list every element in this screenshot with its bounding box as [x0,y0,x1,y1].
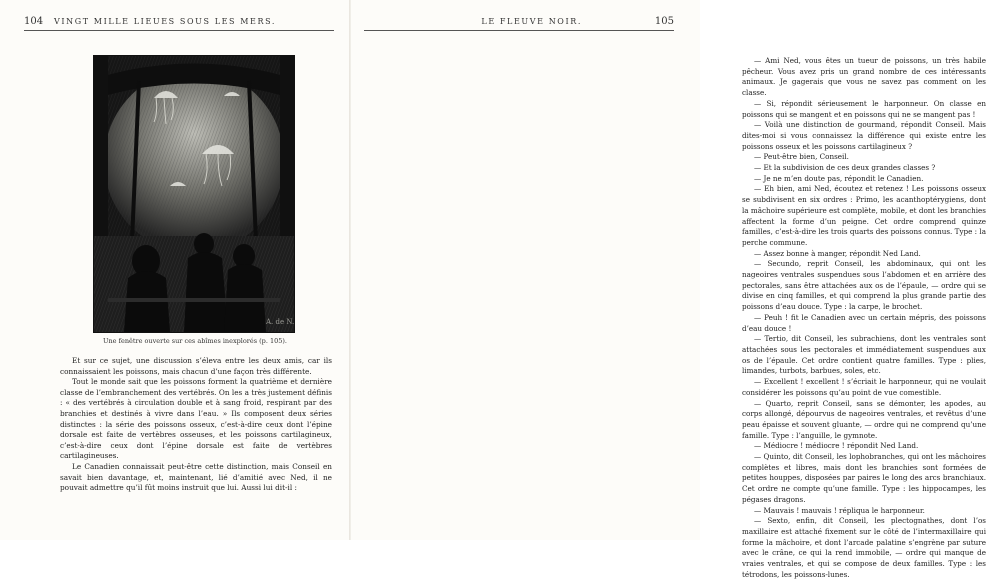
right-page [350,0,986,579]
paragraph: — Voilà une distinction de gourmand, répondit Conseil. Mais dites-moi si vous connaissez la différence qui existe entre les poissons osseux et les poissons cartilagineux ? [742,120,986,151]
left-page-number: 104 [24,16,44,27]
paragraph: — Je ne m’en doute pas, répondit le Canadien. [754,173,924,183]
paragraph: — Secundo, reprit Conseil, les abdominaux, qui ont les nageoires ventrales suspendues sous l’abdomen et en arrière des pectorales, sans être attachées aux os de l’épaule, — ordre qui se divise en cinq familles, et qui comprend la plus grande partie des poissons d’eau douce. Type : la carpe, le brochet. [742,259,986,312]
illustration-signature: A. de N. [266,318,295,326]
paragraph: — Peuh ! fit le Canadien avec un certain mépris, des poissons d’eau douce ! [742,312,986,333]
paragraph: — Assez bonne à manger, répondit Ned Land. [754,248,921,258]
paragraph: — Et la subdivision de ces deux grandes classes ? [754,163,936,173]
left-body-text [60,356,332,494]
right-running-head [364,14,674,31]
paragraph: Et sur ce sujet, une discussion s’éleva entre les deux amis, car ils connaissaient les poissons, mais chacun d’une façon très différente. [60,356,332,376]
paragraph: — Quarto, reprit Conseil, sans se démonter, les apodes, au corps allongé, dépourvus de nageoires ventrales, et revêtus d’une peau épaisse et souvent gluante, — ordre qui ne comprend qu’une famille. Type : l’anguille, le gymnote. [742,398,986,440]
paragraph: — Peut-être bien, Conseil. [754,152,849,162]
paragraph: — Eh bien, ami Ned, écoutez et retenez ! Les poissons osseux se subdivisent en six ordres : Primo, les acanthoptérygiens, dont la mâchoire supérieure est complète, mobile, et dont les branchies affectent la forme d’un peigne. Cet ordre comprend quinze familles, c’est-à-dire les trois quarts des poissons connus. Type : la perche commune. [742,184,986,247]
paragraph: — Sexto, enfin, dit Conseil, les plectognathes, dont l’os maxillaire est attaché fixement sur le côté de l’intermaxillaire qui forme la mâchoire, et dont l’arcade palatine s’engrène par suture avec le crâne, ce qui la rend immobile, — ordre qui manque de vraies ventrales, et qui se compose de deux familles. Type : les tétrodons, les poissons-lunes. [742,516,986,579]
engraving-image [94,56,294,332]
paragraph: Le Canadien connaissait peut-être cette distinction, mais Conseil en savait bien davantage, et, maintenant, lié d’amitié avec Ned, il ne pouvait admettre qu’il fût moins instruit que lui. Aussi lui dit-il : [60,461,332,493]
paragraph: — Ami Ned, vous êtes un tueur de poissons, un très habile pêcheur. Vous avez pris un grand nombre de ces intéressants animaux. Je gagerais que vous ne savez pas comment on les classe. [742,56,986,98]
left-running-head [24,14,334,31]
right-running-title: LE FLEUVE NOIR. [481,17,582,26]
paragraph: — Si, répondit sérieusement le harponneur. On classe en poissons qui se mangent et en poissons qui ne se mangent pas ! [742,98,986,119]
paragraph: Tout le monde sait que les poissons forment la quatrième et dernière classe de l’embranchement des vertébrés. On les a très justement définis : « des vertébrés à circulation double et à sang froid, respirant par des branchies et destinés à vivre dans l’eau. » Ils composent deux séries distinctes : la série des poissons osseux, c’est-à-dire ceux dont l’épine dorsale est faite de vertèbres osseuses, et les poissons cartilagineux, c’est-à-dire ceux dont l’épine dorsale est faite de vertèbres cartilagineuses. [60,377,332,461]
illustration-caption: Une fenêtre ouverte sur ces abîmes inexplorés (p. 105). [103,337,287,345]
left-page [0,0,350,540]
paragraph: — Excellent ! excellent ! s’écriait le harponneur, qui ne voulait considérer les poissons qu’au point de vue comestible. [742,377,986,397]
paragraph: — Tertio, dit Conseil, les subrachiens, dont les ventrales sont attachées sous les pectorales et immédiatement suspendues aux os de l’épaule. Cet ordre contient quatre familles. Type : plies, limandes, turbots, barbues, soles, etc. [742,334,986,376]
paragraph: — Mauvais ! mauvais ! répliqua le harponneur. [754,505,925,515]
right-page-number: 105 [654,16,674,27]
right-body-text [742,56,986,580]
left-running-title: VINGT MILLE LIEUES SOUS LES MERS. [54,17,277,26]
paragraph: — Quinto, dit Conseil, les lophobranches, qui ont les mâchoires complètes et libres, mais dont les branchies sont formées de petites houppes, disposées par paires le long des arcs branchiaux. Cet ordre ne compte qu’une famille. Type : les hippocampes, les pégases dragons. [742,452,986,504]
paragraph: — Médiocre ! médiocre ! répondit Ned Land. [754,441,919,451]
engraving-illustration [93,55,295,333]
